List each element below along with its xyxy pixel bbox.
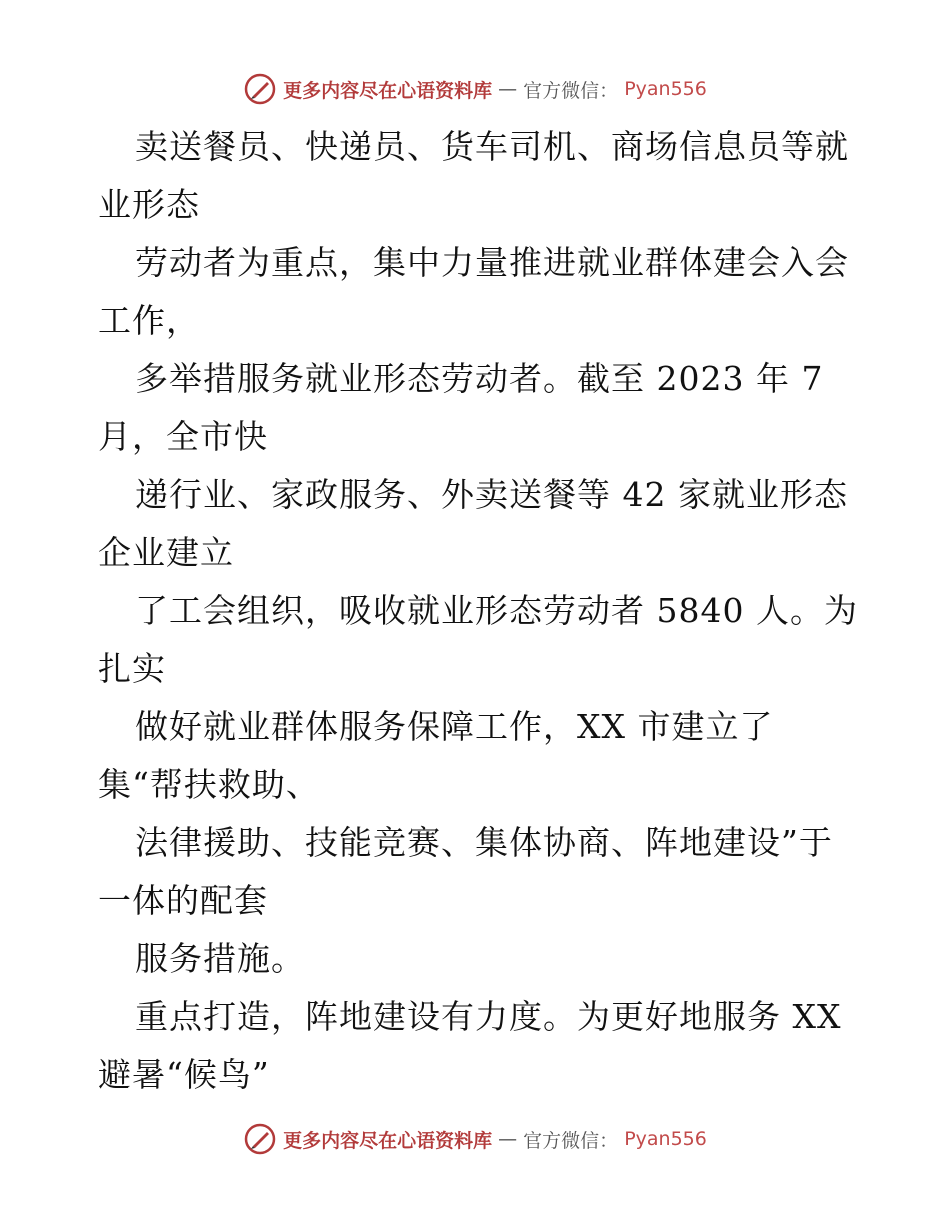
watermark-wechat-id: Pyan556	[624, 78, 707, 100]
watermark-main-text: 更多内容尽在心语资料库	[283, 79, 493, 102]
text-line: 避暑“候鸟”	[98, 1055, 270, 1094]
header-watermark	[0, 72, 950, 106]
text-line: 了工会组织，吸收就业形态劳动者 5840 人。为	[135, 591, 858, 630]
text-line: 扎实	[98, 649, 166, 688]
text-line: 业形态	[98, 185, 200, 224]
pen-logo-icon	[243, 1122, 277, 1156]
watermark-wechat-label: 官方微信：	[523, 1129, 619, 1152]
text-line: 做好就业群体服务保障工作，XX 市建立了	[135, 707, 774, 746]
text-line: 递行业、家政服务、外卖送餐等 42 家就业形态	[135, 475, 848, 514]
text-line: 一体的配套	[98, 881, 268, 920]
pen-logo-icon	[243, 72, 277, 106]
text-line: 企业建立	[98, 533, 234, 572]
text-line: 法律援助、技能竞赛、集体协商、阵地建设”于	[135, 823, 833, 862]
text-line: 集“帮扶救助、	[98, 765, 320, 804]
footer-watermark	[0, 1122, 950, 1156]
text-line: 劳动者为重点，集中力量推进就业群体建会入会	[135, 243, 849, 282]
text-line: 服务措施。	[135, 939, 305, 978]
text-line: 月，全市快	[98, 417, 268, 456]
watermark-main-text: 更多内容尽在心语资料库	[283, 1129, 493, 1152]
text-line: 卖送餐员、快递员、货车司机、商场信息员等就	[135, 127, 849, 166]
watermark-wechat-id: Pyan556	[624, 1128, 707, 1150]
watermark-separator: —	[498, 1128, 518, 1150]
document-body	[98, 118, 858, 1104]
watermark-wechat-label: 官方微信：	[523, 79, 619, 102]
text-line: 重点打造，阵地建设有力度。为更好地服务 XX	[135, 997, 842, 1036]
text-line: 多举措服务就业形态劳动者。截至 2023 年 7	[135, 359, 824, 398]
text-line: 工作，	[98, 301, 200, 340]
watermark-separator: —	[498, 78, 518, 100]
